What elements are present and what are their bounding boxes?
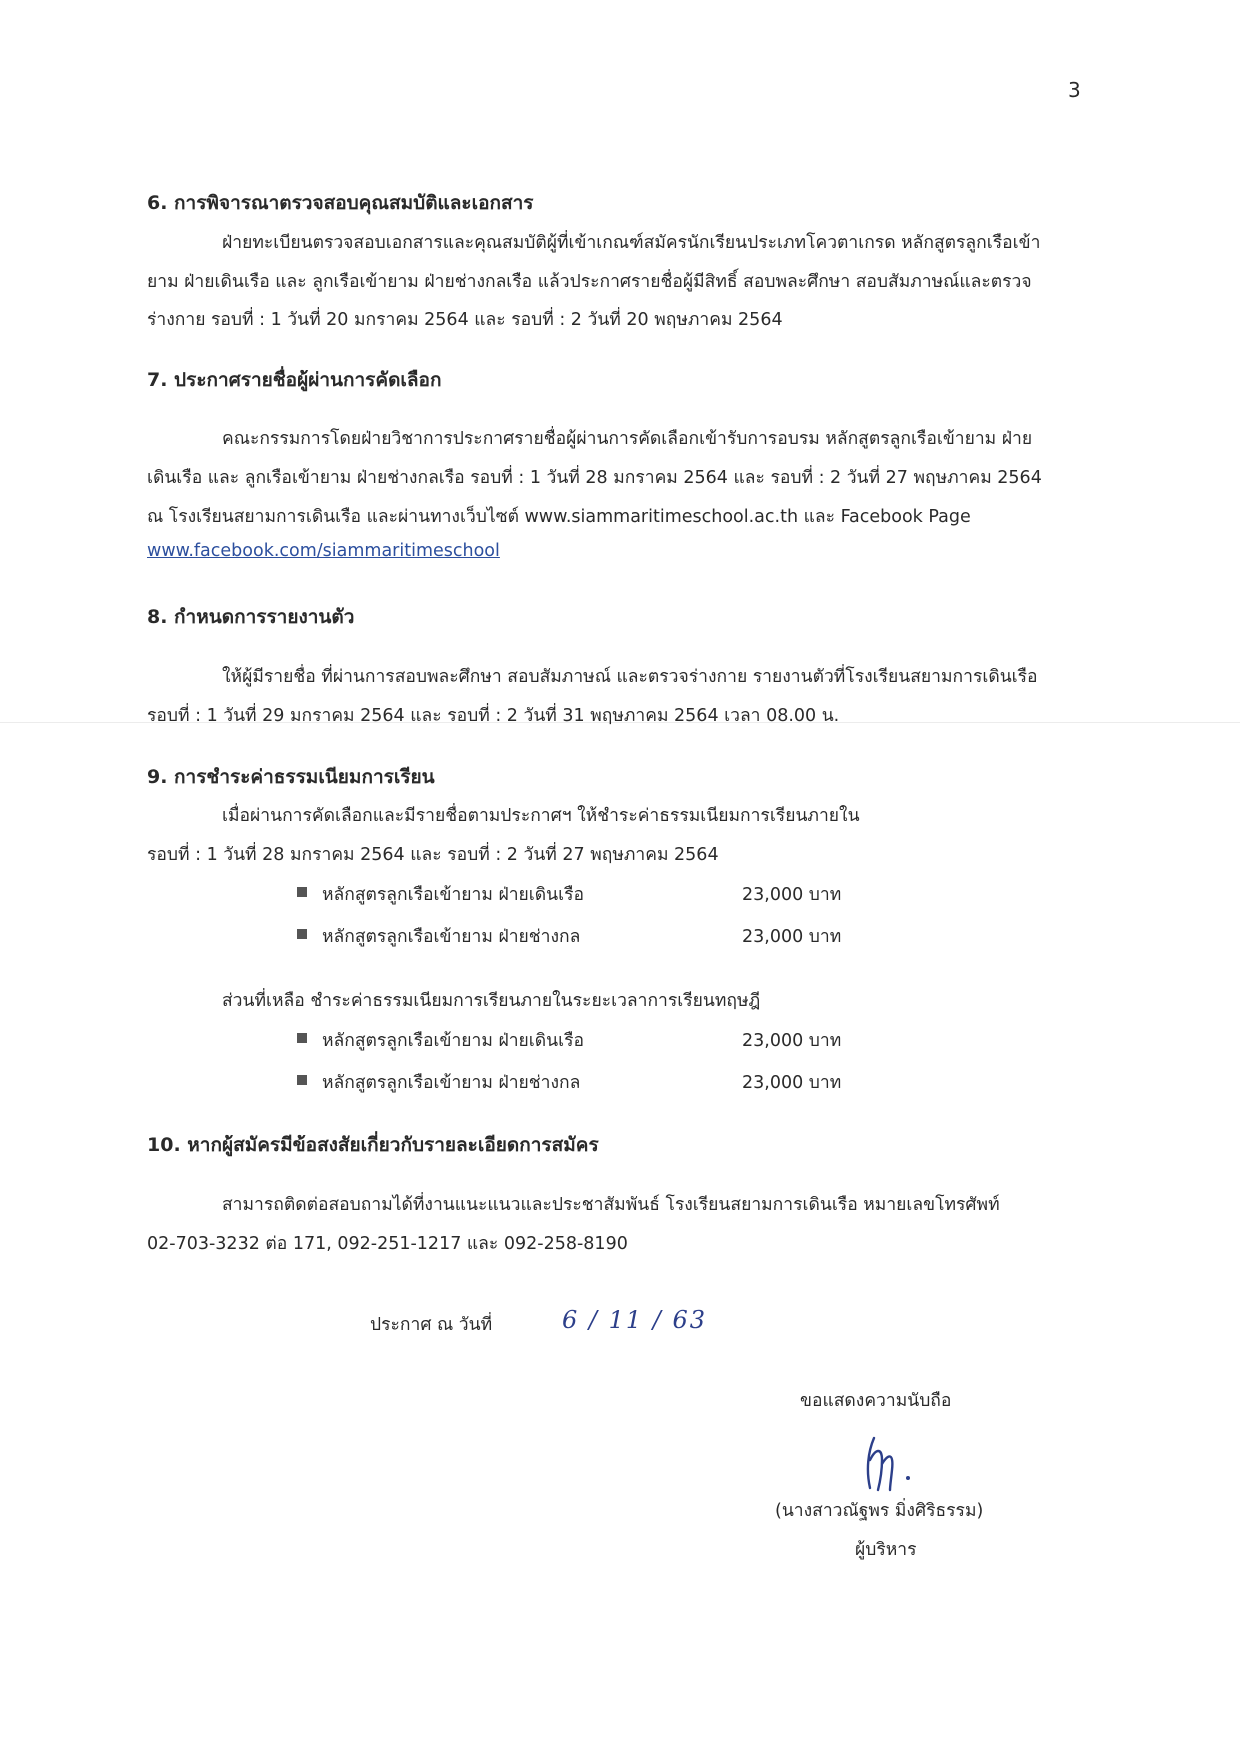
announce-date-handwritten: 6 / 11 / 63 [562, 1306, 708, 1334]
section-9-line: เมื่อผ่านการคัดเลือกและมีรายชื่อตามประกาศฯ ให้ชำระค่าธรรมเนียมการเรียนภายใน [222, 806, 860, 826]
section-10-line: สามารถติดต่อสอบถามได้ที่งานแนะแนวและประชาสัมพันธ์ โรงเรียนสยามการเดินเรือ หมายเลขโทรศัพท์ [222, 1195, 1000, 1215]
bullet-square-icon [297, 1033, 307, 1043]
section-6-heading: 6. การพิจารณาตรวจสอบคุณสมบัติและเอกสาร [147, 192, 534, 214]
section-10-line: 02-703-3232 ต่อ 171, 092-251-1217 และ 092-258-8190 [147, 1234, 628, 1254]
closing-text: ขอแสดงความนับถือ [800, 1391, 952, 1411]
signature-mark [852, 1430, 922, 1495]
bullet-square-icon [297, 1075, 307, 1085]
fee-course: หลักสูตรลูกเรือเข้ายาม ฝ่ายเดินเรือ [322, 885, 584, 905]
fee-amount: 23,000 บาท [742, 1031, 842, 1051]
section-6-line: ร่างกาย รอบที่ : 1 วันที่ 20 มกราคม 2564 และ รอบที่ : 2 วันที่ 20 พฤษภาคม 2564 [147, 310, 783, 330]
signer-name: (นางสาวณัฐพร มิ่งศิริธรรม) [775, 1501, 984, 1521]
section-8-line: รอบที่ : 1 วันที่ 29 มกราคม 2564 และ รอบที่ : 2 วันที่ 31 พฤษภาคม 2564 เวลา 08.00 น. [147, 706, 840, 726]
section-10-heading: 10. หากผู้สมัครมีข้อสงสัยเกี่ยวกับรายละเอียดการสมัคร [147, 1134, 599, 1156]
section-9-line: รอบที่ : 1 วันที่ 28 มกราคม 2564 และ รอบที่ : 2 วันที่ 27 พฤษภาคม 2564 [147, 845, 719, 865]
facebook-link[interactable]: www.facebook.com/siammaritimeschool [147, 541, 500, 561]
section-7-line: เดินเรือ และ ลูกเรือเข้ายาม ฝ่ายช่างกลเรือ รอบที่ : 1 วันที่ 28 มกราคม 2564 และ รอบที่ : 2 วันที่ 27 พฤษภาคม 2564 [147, 468, 1042, 488]
fee-amount: 23,000 บาท [742, 885, 842, 905]
section-7-heading: 7. ประกาศรายชื่อผู้ผ่านการคัดเลือก [147, 369, 442, 391]
fee-course: หลักสูตรลูกเรือเข้ายาม ฝ่ายช่างกล [322, 927, 581, 947]
section-7-line: ณ โรงเรียนสยามการเดินเรือ และผ่านทางเว็บไซต์ www.siammaritimeschool.ac.th และ Facebook Page [147, 507, 971, 527]
page-number: 3 [1068, 78, 1081, 102]
section-8-heading: 8. กำหนดการรายงานตัว [147, 606, 355, 628]
section-9-heading: 9. การชำระค่าธรรมเนียมการเรียน [147, 766, 435, 788]
section-6-line: ยาม ฝ่ายเดินเรือ และ ลูกเรือเข้ายาม ฝ่ายช่างกลเรือ แล้วประกาศรายชื่อผู้มีสิทธิ์ สอบพละศึกษา สอบสัมภาษณ์และตรวจ [147, 272, 1032, 292]
section-7-line: คณะกรรมการโดยฝ่ายวิชาการประกาศรายชื่อผู้ผ่านการคัดเลือกเข้ารับการอบรม หลักสูตรลูกเรือเข้ายาม ฝ่าย [222, 429, 1033, 449]
signer-title: ผู้บริหาร [855, 1540, 917, 1560]
remaining-fee-note: ส่วนที่เหลือ ชำระค่าธรรมเนียมการเรียนภายในระยะเวลาการเรียนทฤษฎี [222, 991, 761, 1011]
fee-amount: 23,000 บาท [742, 927, 842, 947]
section-8-line: ให้ผู้มีรายชื่อ ที่ผ่านการสอบพละศึกษา สอบสัมภาษณ์ และตรวจร่างกาย รายงานตัวที่โรงเรียนสยามการเดินเรือ [222, 667, 1038, 687]
bullet-square-icon [297, 929, 307, 939]
announce-label: ประกาศ ณ วันที่ [370, 1315, 493, 1335]
fee-course: หลักสูตรลูกเรือเข้ายาม ฝ่ายช่างกล [322, 1073, 581, 1093]
bullet-square-icon [297, 887, 307, 897]
section-6-line: ฝ่ายทะเบียนตรวจสอบเอกสารและคุณสมบัติผู้ที่เข้าเกณฑ์สมัครนักเรียนประเภทโควตาเกรด หลักสูตรลูกเรือเข้า [222, 233, 1041, 253]
fee-course: หลักสูตรลูกเรือเข้ายาม ฝ่ายเดินเรือ [322, 1031, 584, 1051]
fee-amount: 23,000 บาท [742, 1073, 842, 1093]
